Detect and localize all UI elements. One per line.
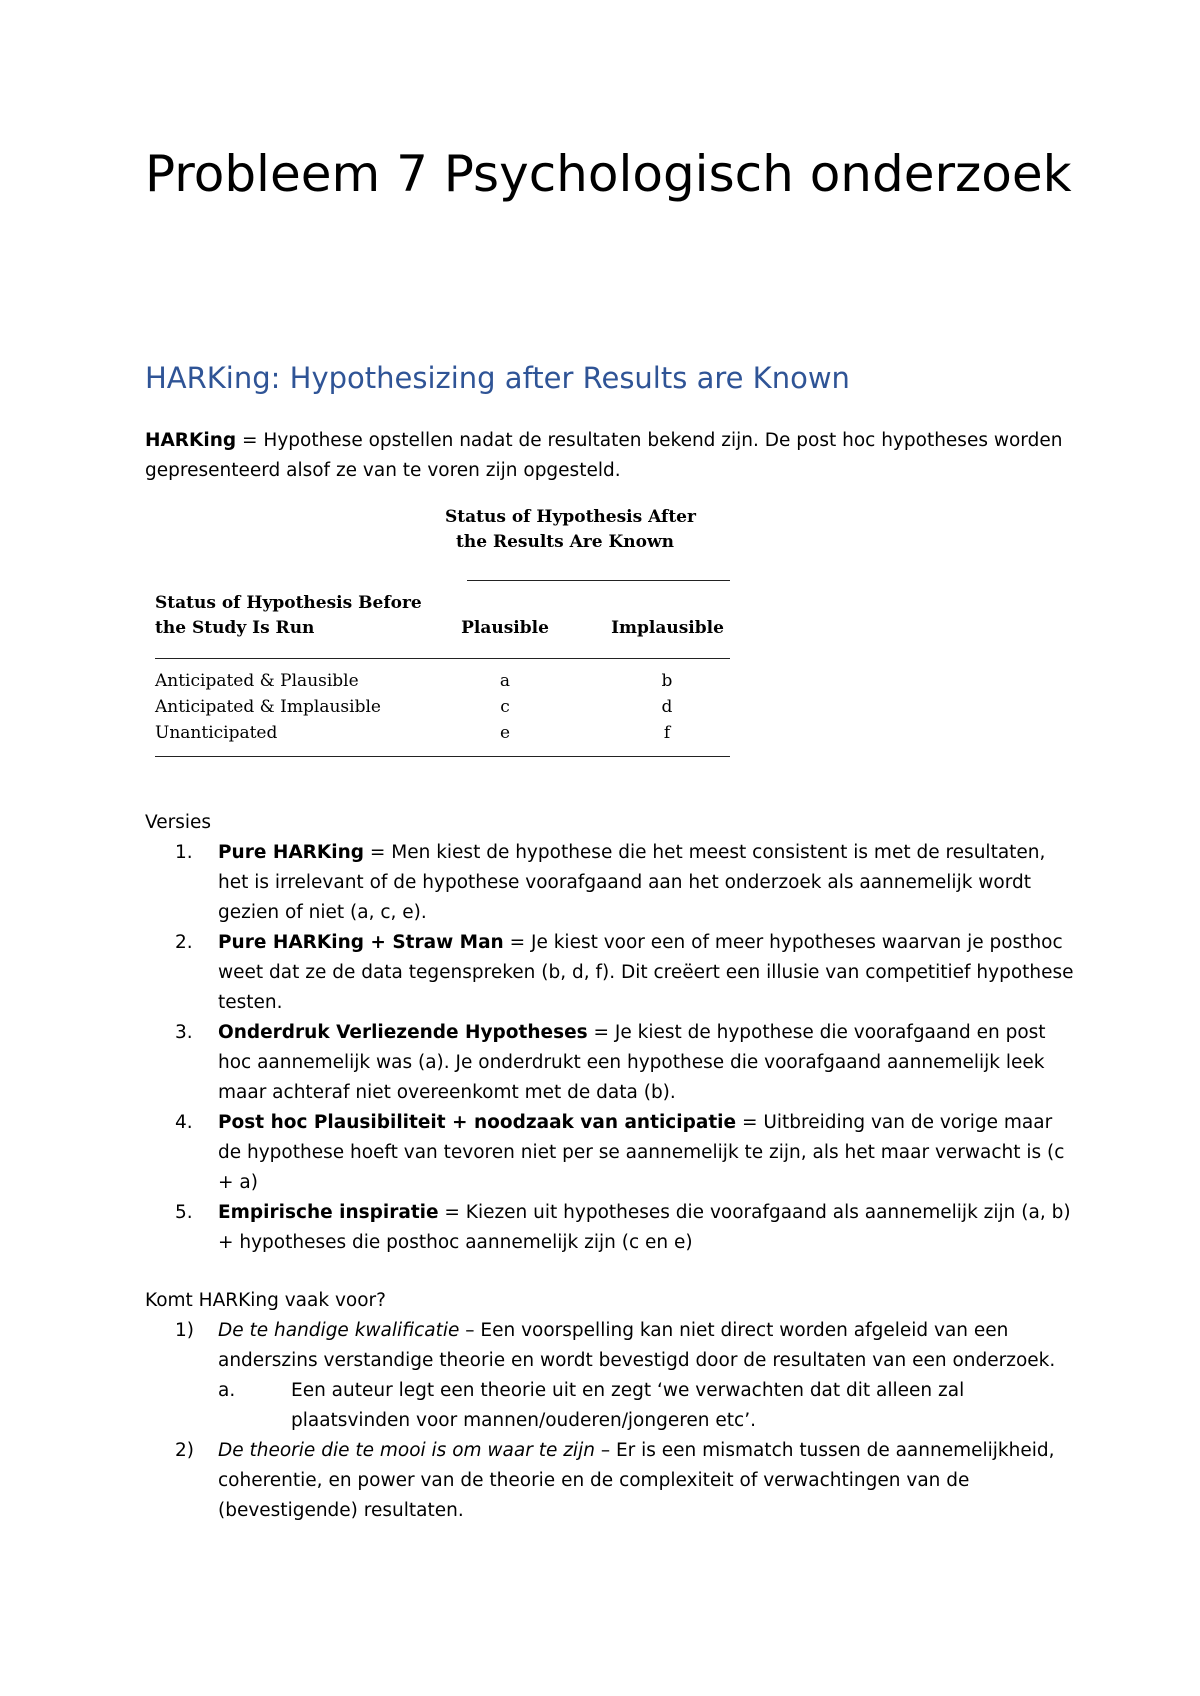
table-header-after-line1: Status of Hypothesis After [445, 507, 696, 527]
table-rule-top-right [467, 580, 730, 581]
list-number: 1) [175, 1320, 194, 1341]
table-cell: f [663, 723, 671, 743]
list-text: = Je kiest voor een of meer hypotheses waarvan je posthoc weet dat ze de data tegenspreken (b, d, f). Dit creëert een illusie van competitief hypothese testen. [218, 932, 1074, 1013]
intro-term: HARKing [145, 430, 237, 451]
versies-label: Versies [145, 812, 212, 833]
page-title: Probleem 7 Psychologisch onderzoek [145, 145, 1072, 203]
sub-list [218, 1376, 1075, 1436]
list-item [145, 1198, 1075, 1258]
list-number: 3. [175, 1022, 193, 1043]
list-text: – Er is een mismatch tussen de aannemelijkheid, coherentie, en power van de theorie en de complexiteit of verwachtingen van de (bevestigende) resultaten. [218, 1440, 1055, 1521]
komt-label: Komt HARKing vaak voor? [145, 1290, 386, 1311]
table-cell: d [661, 697, 673, 717]
list-number: 2. [175, 932, 193, 953]
table-rule-bottom [155, 756, 730, 757]
list-term: De te handige kwalificatie [218, 1320, 460, 1341]
table-header-before-line1: Status of Hypothesis Before [155, 593, 422, 613]
list-text: – Een voorspelling kan niet direct worden afgeleid van een anderszins verstandige theorie en wordt bevestigd door de resultaten van een onderzoek. [218, 1320, 1056, 1371]
versies-list [145, 838, 1075, 1258]
list-number: 2) [175, 1440, 194, 1461]
list-term: Pure HARKing [218, 842, 364, 863]
komt-list [145, 1316, 1075, 1526]
table-row-label: Unanticipated [155, 723, 278, 743]
list-text: = Kiezen uit hypotheses die voorafgaand als aannemelijk zijn (a, b) + hypotheses die posthoc aannemelijk zijn (c en e) [218, 1202, 1071, 1253]
table-cell: c [500, 697, 510, 717]
table-row-label: Anticipated & Plausible [155, 671, 359, 691]
list-item [145, 1018, 1075, 1108]
list-term: De theorie die te mooi is om waar te zijn [218, 1440, 595, 1461]
list-item [145, 1108, 1075, 1198]
list-item [145, 928, 1075, 1018]
list-item [145, 838, 1075, 928]
table-cell: a [499, 671, 511, 691]
table-row-label: Anticipated & Implausible [155, 697, 381, 717]
list-number: 1. [175, 842, 193, 863]
table-cell: b [661, 671, 673, 691]
list-term: Empirische inspiratie [218, 1202, 439, 1223]
list-text: = Uitbreiding van de vorige maar de hypothese hoeft van tevoren niet per se aannemelijk te zijn, als het maar verwacht is (c + a) [218, 1112, 1065, 1193]
table-header-after-line2: the Results Are Known [456, 532, 674, 552]
table-rule-header [155, 658, 730, 659]
list-text: = Je kiest de hypothese die voorafgaand en post hoc aannemelijk was (a). Je onderdrukt een hypothese die voorafgaand aannemelijk leek maar achteraf niet overeenkomt met de data (b). [218, 1022, 1046, 1103]
table-col-implausible: Implausible [611, 618, 724, 638]
sub-list-letter: a. [218, 1380, 236, 1401]
intro-text: = Hypothese opstellen nadat de resultaten bekend zijn. De post hoc hypotheses worden gepresenteerd alsof ze van te voren zijn opgesteld. [145, 430, 1063, 481]
intro-paragraph [145, 426, 1075, 486]
section-heading: HARKing: Hypothesizing after Results are Known [145, 361, 850, 395]
table-col-plausible: Plausible [461, 618, 549, 638]
list-item [145, 1436, 1075, 1526]
list-item [145, 1316, 1075, 1436]
list-term: Onderdruk Verliezende Hypotheses [218, 1022, 588, 1043]
sub-list-text: Een auteur legt een theorie uit en zegt ‘we verwachten dat dit alleen zal plaatsvinden voor mannen/ouderen/jongeren etc’. [291, 1380, 965, 1431]
list-term: Pure HARKing + Straw Man [218, 932, 504, 953]
harking-table [155, 507, 730, 762]
list-number: 4. [175, 1112, 193, 1133]
list-term: Post hoc Plausibiliteit + noodzaak van anticipatie [218, 1112, 737, 1133]
sub-list-item [218, 1376, 1075, 1436]
table-cell: e [499, 723, 511, 743]
list-number: 5. [175, 1202, 193, 1223]
list-text: = Men kiest de hypothese die het meest consistent is met de resultaten, het is irrelevant of de hypothese voorafgaand aan het onderzoek als aannemelijk wordt gezien of niet (a, c, e). [218, 842, 1046, 923]
table-header-before-line2: the Study Is Run [155, 618, 315, 638]
